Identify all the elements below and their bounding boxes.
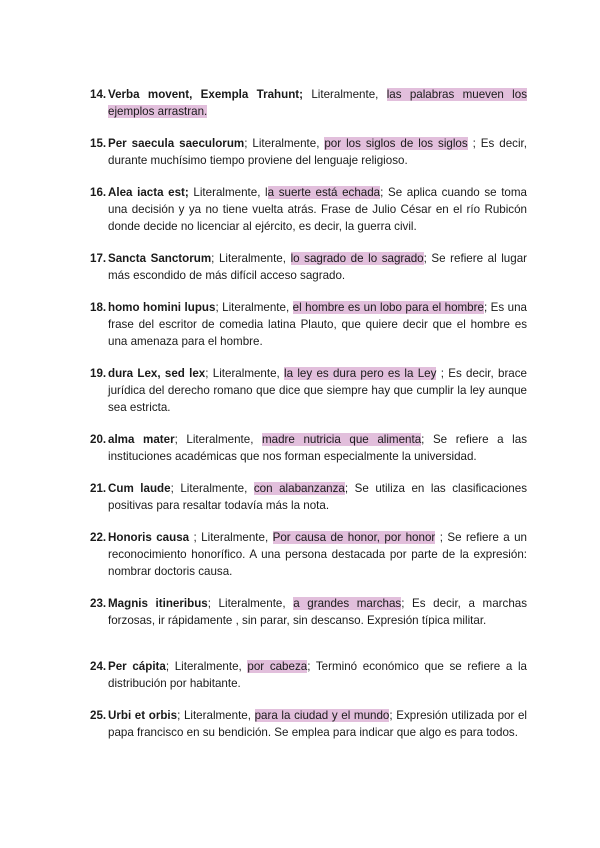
entry-explanation: ; Se refiere a las instituciones académicas que nos forman especialmente la universidad.: [108, 433, 527, 463]
entry-prefix: ; Literalmente,: [177, 709, 255, 722]
list-item: [90, 431, 527, 465]
entry-text: [108, 299, 527, 350]
entry-text: [108, 86, 527, 120]
latin-phrase: Sancta Sanctorum: [108, 252, 212, 265]
list-item: [90, 707, 527, 741]
entry-text: [108, 431, 527, 465]
entry-text: [108, 365, 527, 416]
entry-prefix: ; Literalmente,: [170, 482, 254, 495]
entry-explanation: ; Es decir, brace jurídica del derecho romano que dice que siempre hay que cumplir la ley aunque sea estricta.: [108, 367, 527, 414]
list-item: [90, 595, 527, 629]
latin-phrase: Per cápita: [108, 660, 166, 673]
entry-prefix: ; Literalmente,: [205, 367, 285, 380]
entry-prefix: Literalmente, l: [188, 186, 268, 199]
latin-phrase: Alea iacta est;: [108, 186, 189, 199]
list-item: [90, 529, 527, 580]
entry-text: [108, 707, 527, 741]
entry-text: [108, 184, 527, 235]
list-item: [90, 86, 527, 120]
list-item: [90, 135, 527, 169]
entry-list: [90, 86, 527, 756]
entry-number: 14.: [90, 88, 107, 101]
entry-prefix: ; Literalmente,: [189, 531, 273, 544]
highlighted-meaning: con alabanzanza: [253, 482, 345, 495]
list-item: [90, 184, 527, 235]
entry-explanation: ; Es decir, durante muchísimo tiempo proviene del lenguaje religioso.: [108, 137, 527, 167]
entry-number: 16.: [90, 186, 107, 199]
entry-text: [108, 658, 527, 692]
entry-prefix: ; Literalmente,: [174, 433, 262, 446]
entry-explanation: ; Se utiliza en las clasificaciones positivas para resaltar todavía más la nota.: [108, 482, 528, 512]
entry-explanation: ; Expresión utilizada por el papa francisco en su bendición. Se emplea para indicar que algo es para todos.: [108, 709, 527, 739]
entry-number: 17.: [90, 252, 107, 265]
highlighted-meaning: la ley es dura pero es la Ley: [284, 367, 437, 380]
entry-prefix: ; Literalmente,: [215, 301, 293, 314]
entry-number: 18.: [90, 301, 107, 314]
entry-text: [108, 135, 527, 169]
entry-prefix: ; Literalmente,: [211, 252, 291, 265]
entry-number: 23.: [90, 597, 107, 610]
entry-explanation: ; Terminó económico que se refiere a la distribución por habitante.: [108, 660, 527, 690]
entry-number: 22.: [90, 531, 107, 544]
latin-phrase: dura Lex, sed lex: [108, 367, 206, 380]
entry-explanation: ; Es una frase del escritor de comedia latina Plauto, que quiere decir que el hombre es una amenaza para el hombre.: [108, 301, 527, 348]
entry-number: 19.: [90, 367, 107, 380]
highlighted-meaning: madre nutricia que alimenta: [262, 433, 422, 446]
highlighted-meaning: a suerte está echada: [267, 186, 381, 199]
highlighted-meaning: por cabeza: [247, 660, 308, 673]
entry-explanation: ; Es decir, a marchas forzosas, ir rápidamente , sin parar, sin descanso. Expresión típica militar.: [108, 597, 528, 627]
list-item: [90, 250, 527, 284]
latin-phrase: Magnis itineribus: [108, 597, 208, 610]
highlighted-meaning: las palabras mueven los ejemplos arrastran.: [108, 88, 527, 118]
entry-number: 25.: [90, 709, 107, 722]
entry-text: [108, 480, 527, 514]
list-item: [90, 365, 527, 416]
latin-phrase: Honoris causa: [108, 531, 190, 544]
entry-text: [108, 529, 527, 580]
entry-text: [108, 250, 527, 284]
highlighted-meaning: Por causa de honor, por honor: [272, 531, 436, 544]
entry-explanation: ; Se refiere a un reconocimiento honorífico. A una persona destacada por parte de la expresión: nombrar doctoris causa.: [108, 531, 527, 578]
entry-prefix: ; Literalmente,: [207, 597, 294, 610]
highlighted-meaning: lo sagrado de lo sagrado: [290, 252, 424, 265]
entry-prefix: ; Literalmente,: [165, 660, 248, 673]
entry-explanation: ; Se refiere al lugar más escondido de más difícil acceso sagrado.: [108, 252, 528, 282]
entry-number: 21.: [90, 482, 107, 495]
entry-text: [108, 595, 527, 629]
highlighted-meaning: el hombre es un lobo para el hombre: [292, 301, 484, 314]
entry-explanation: ; Se aplica cuando se toma una decisión y ya no tiene vuelta atrás. Frase de Julio César en el río Rubicón donde decide no licenciar al ejército, es decir, la guerra civil.: [108, 186, 527, 233]
entry-number: 24.: [90, 660, 107, 673]
highlighted-meaning: a grandes marchas: [293, 597, 402, 610]
latin-phrase: alma mater: [108, 433, 175, 446]
entry-number: 20.: [90, 433, 107, 446]
highlighted-meaning: para la ciudad y el mundo: [254, 709, 390, 722]
latin-phrase: Urbi et orbis: [108, 709, 178, 722]
entry-prefix: Literalmente,: [303, 88, 387, 101]
latin-phrase: Per saecula saeculorum: [108, 137, 245, 150]
latin-phrase: homo homini lupus: [108, 301, 216, 314]
list-item: [90, 299, 527, 350]
list-item: [90, 480, 527, 514]
entry-prefix: ; Literalmente,: [244, 137, 325, 150]
list-item: [90, 658, 527, 692]
entry-number: 15.: [90, 137, 107, 150]
latin-phrase: Cum laude: [108, 482, 171, 495]
highlighted-meaning: por los siglos de los siglos: [324, 137, 468, 150]
latin-phrase: Verba movent, Exempla Trahunt;: [108, 88, 304, 101]
